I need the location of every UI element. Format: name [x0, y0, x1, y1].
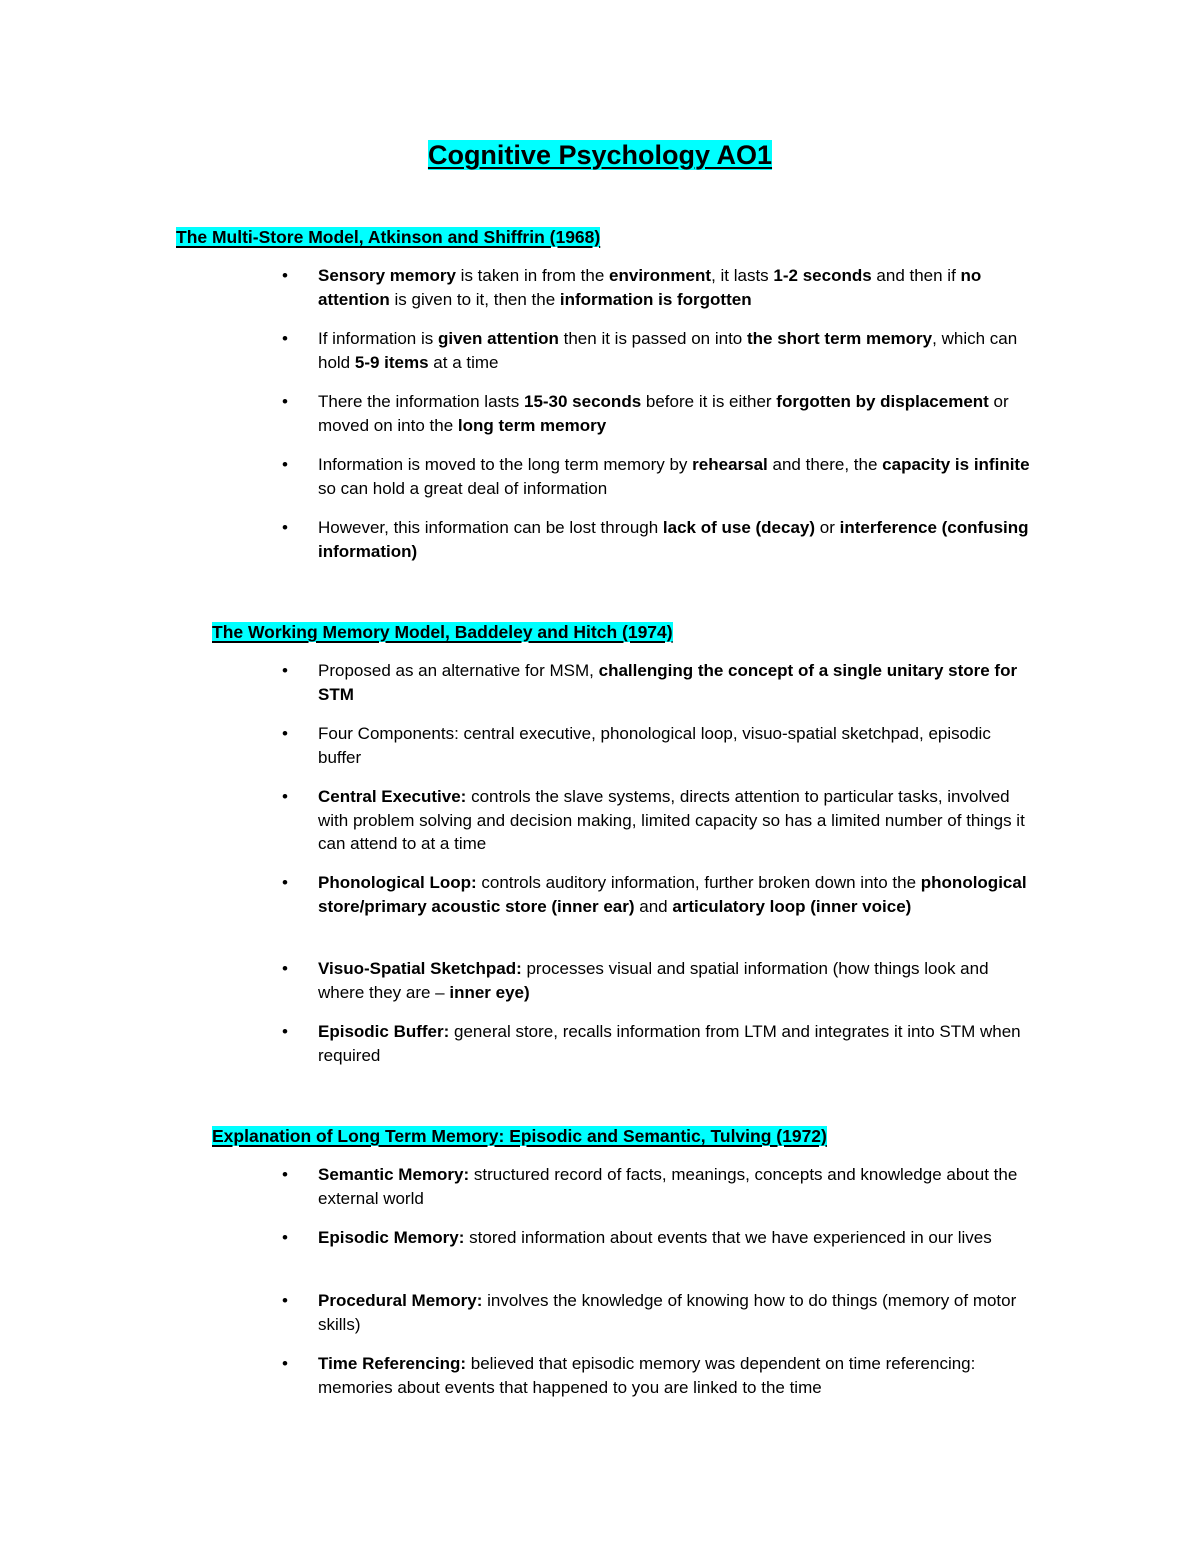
- list-item-text: [318, 1226, 1033, 1250]
- text-run: controls auditory information, further broken down into the: [476, 873, 921, 892]
- text-run: believed that episodic memory was dependent on time referencing: memories about events that happened to you are linked to the time: [318, 1354, 976, 1397]
- bold-text-run: given attention: [438, 329, 559, 348]
- list-item-text: [318, 957, 1033, 1004]
- bold-text-run: 5-9 items: [354, 352, 429, 372]
- bullet-icon: •: [282, 455, 288, 474]
- bold-text-run: Central Executive:: [318, 787, 467, 806]
- bold-text-run: challenging the concept of a single unitary store for STM: [318, 661, 1018, 704]
- text-run: controls the slave systems, directs attention to particular tasks, involved with problem solving and decision making, limited capacity so has a limited number of things it can attend to at a time: [318, 787, 1025, 853]
- bold-text-run: long term memory: [457, 415, 607, 435]
- section-heading-ltm: [212, 1124, 827, 1148]
- bold-text-run: 15-30 seconds: [523, 392, 642, 411]
- text-run: Information is moved to the long term memory by: [318, 455, 693, 474]
- bold-text-run: articulatory loop (inner voice): [672, 896, 912, 916]
- list-item-text: [318, 659, 1033, 706]
- text-run: , which can hold: [318, 329, 1018, 372]
- text-run: However, this information can be lost through: [318, 518, 663, 537]
- text-run: or: [815, 518, 840, 537]
- list-item-text: [318, 327, 1033, 374]
- bold-text-run: the short term memory: [746, 329, 933, 348]
- list-item-text: [318, 390, 1033, 437]
- bold-text-run: interference (confusing information): [318, 518, 1029, 561]
- bold-text-run: inner eye): [449, 982, 530, 1002]
- text-run: Proposed as an alternative for MSM,: [318, 661, 599, 680]
- bold-text-run: Episodic Buffer:: [318, 1022, 450, 1041]
- bullet-icon: •: [282, 329, 288, 348]
- bullet-icon: •: [282, 724, 288, 743]
- list-item-text: [318, 1163, 1033, 1210]
- list-item-text: [318, 1020, 1033, 1067]
- bullet-icon: •: [282, 1165, 288, 1184]
- section-heading-text: The Working Memory Model, Baddeley and Hitch (1974): [212, 622, 673, 642]
- text-run: before it is either: [641, 392, 777, 411]
- bullet-icon: •: [282, 661, 288, 680]
- bold-text-run: Sensory memory: [318, 266, 456, 285]
- section-heading-text: The Multi-Store Model, Atkinson and Shiffrin (1968): [176, 227, 601, 247]
- text-run: , it lasts: [711, 266, 774, 285]
- bullet-icon: •: [282, 1354, 288, 1373]
- bold-text-run: Procedural Memory:: [318, 1291, 483, 1310]
- bullet-icon: •: [282, 266, 288, 285]
- page-title-text: Cognitive Psychology AO1: [427, 140, 773, 170]
- section-heading-msm: [176, 225, 600, 249]
- list-item-text: [318, 453, 1033, 500]
- list-item-text: [318, 722, 1033, 769]
- bold-text-run: Semantic Memory:: [318, 1165, 470, 1184]
- list-item-text: [318, 1352, 1033, 1399]
- bold-text-run: capacity is infinite: [882, 455, 1030, 474]
- list-item-text: [318, 1289, 1033, 1336]
- text-run: so can hold a great deal of information: [318, 478, 608, 498]
- bold-text-run: Visuo-Spatial Sketchpad:: [318, 959, 522, 978]
- text-run: processes visual and spatial information (how things look and where they are –: [318, 959, 989, 1002]
- list-item-text: [318, 785, 1033, 856]
- text-run: or moved on into the: [318, 392, 1009, 435]
- text-run: then it is passed on into: [558, 329, 747, 348]
- bold-text-run: forgotten by displacement: [776, 392, 989, 411]
- bullet-icon: •: [282, 1022, 288, 1041]
- list-item-text: [318, 264, 1033, 311]
- list-item-text: [318, 871, 1033, 918]
- list-item-text: [318, 516, 1033, 563]
- bold-text-run: lack of use (decay): [662, 518, 816, 537]
- bullet-icon: •: [282, 873, 288, 892]
- text-run: is taken in from the: [455, 266, 610, 285]
- bullet-icon: •: [282, 1291, 288, 1310]
- text-run: involves the knowledge of knowing how to do things (memory of motor skills): [318, 1291, 1017, 1334]
- text-run: There the information lasts: [318, 392, 524, 411]
- text-run: and then if: [871, 266, 961, 285]
- bold-text-run: Episodic Memory:: [318, 1228, 465, 1247]
- text-run: stored information about events that we have experienced in our lives: [464, 1228, 992, 1247]
- bullet-icon: •: [282, 518, 288, 537]
- bullet-icon: •: [282, 787, 288, 806]
- bold-text-run: Time Referencing:: [318, 1354, 467, 1373]
- text-run: structured record of facts, meanings, concepts and knowledge about the external world: [318, 1165, 1018, 1208]
- text-run: If information is: [318, 329, 438, 348]
- text-run: and: [634, 896, 673, 916]
- bullet-icon: •: [282, 392, 288, 411]
- text-run: general store, recalls information from LTM and integrates it into STM when required: [318, 1022, 1021, 1065]
- section-heading-text: Explanation of Long Term Memory: Episodic and Semantic, Tulving (1972): [212, 1126, 827, 1146]
- text-run: at a time: [428, 352, 499, 372]
- bold-text-run: 1-2 seconds: [773, 266, 872, 285]
- bullet-icon: •: [282, 959, 288, 978]
- bold-text-run: no attention: [318, 266, 982, 309]
- bold-text-run: environment: [609, 266, 712, 285]
- bullet-icon: •: [282, 1228, 288, 1247]
- section-heading-wmm: [212, 620, 673, 644]
- page-title: [0, 138, 1200, 172]
- text-run: is given to it, then the: [389, 289, 560, 309]
- bold-text-run: rehearsal: [692, 455, 768, 474]
- bold-text-run: information is forgotten: [559, 289, 752, 309]
- text-run: and there, the: [767, 455, 883, 474]
- bold-text-run: Phonological Loop:: [318, 873, 477, 892]
- text-run: Four Components: central executive, phonological loop, visuo-spatial sketchpad, episodic buffer: [318, 724, 991, 767]
- bold-text-run: phonological store/primary acoustic store (inner ear): [318, 873, 1027, 916]
